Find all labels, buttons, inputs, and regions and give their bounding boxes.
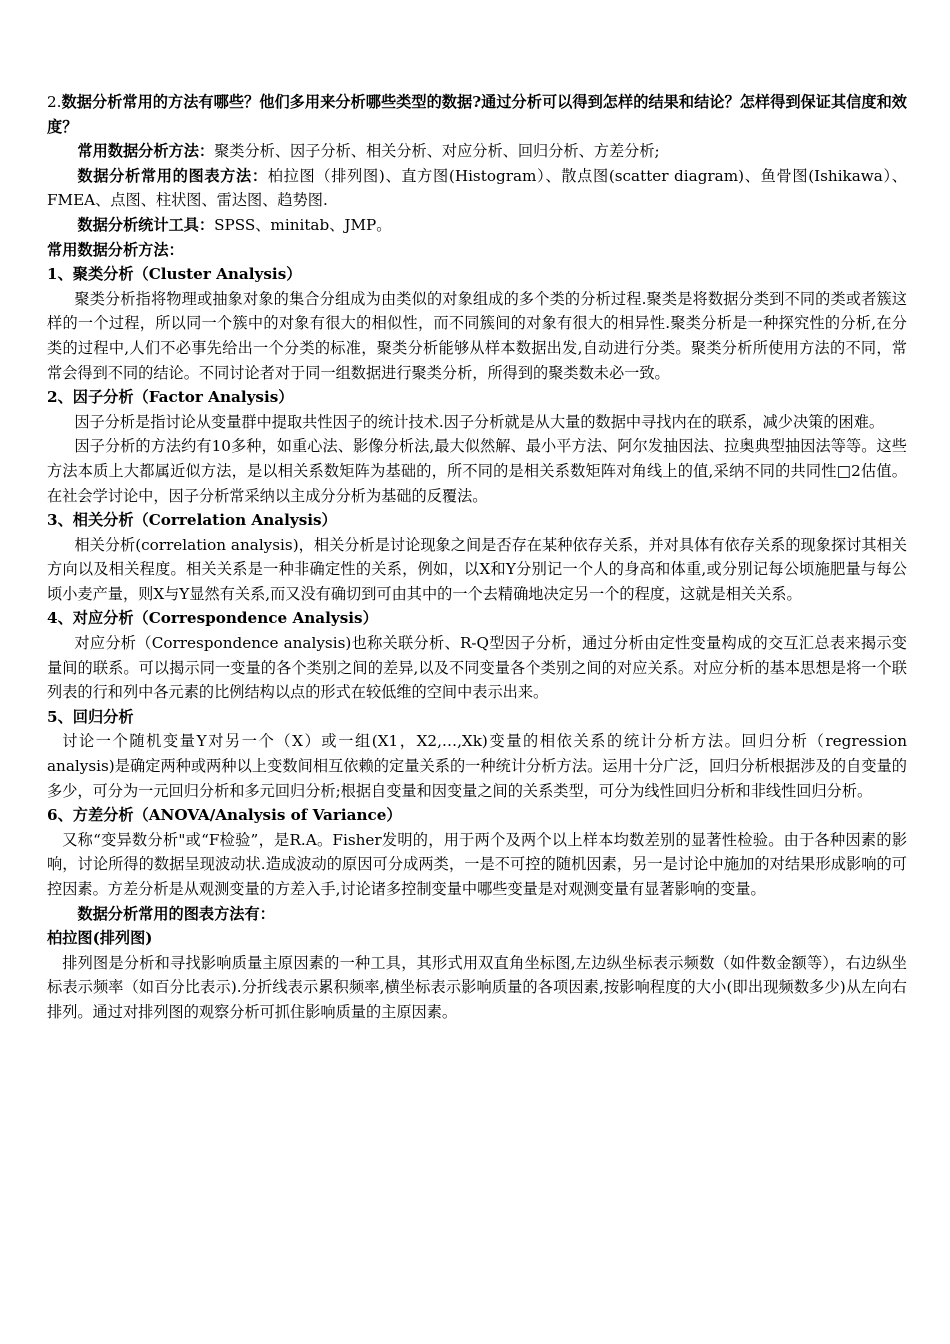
question-number: 2. — [47, 93, 62, 111]
summary-tools-text: SPSS、minitab、JMP。 — [214, 215, 392, 234]
summary-methods — [47, 139, 907, 164]
summary-methods-text: 聚类分析、因子分析、相关分析、对应分析、回归分析、方差分析; — [214, 142, 660, 161]
section-body-correlation: 相关分析(correlation analysis)，相关分析是讨论现象之间是否存在某种依存关系，并对具体有依存关系的现象探讨其相关方向以及相关程度。相关关系是一种非确定性的关系，例如，以X和Y分别记一个人的身高和体重,或分别记每公顷施肥量与每公顷小麦产量，则X与Y显然有关系,而又没有确切到可由其中的一个去精确地决定另一个的程度，这就是相关关系。 — [47, 535, 907, 603]
document-page — [47, 90, 907, 1025]
section-title-correspondence: 4、对应分析（Correspondence Analysis） — [47, 609, 378, 628]
summary-charts-label: 数据分析常用的图表方法： — [77, 166, 268, 185]
question-text: 数据分析常用的方法有哪些？他们多用来分析哪些类型的数据?通过分析可以得到怎样的结果和结论？怎样得到保证其信度和效度？ — [47, 93, 907, 136]
section-body-pareto: 排列图是分析和寻找影响质量主原因素的一种工具，其形式用双直角坐标图,左边纵坐标表示频数（如件数金额等），右边纵坐标表示频率（如百分比表示).分折线表示累积频率,横坐标表示影响质量的各项因素,按影响程度的大小(即出现频数多少)从左向右排列。通过对排列图的观察分析可抓住影响质量的主原因素。 — [47, 953, 907, 1021]
section-body-factor-1: 因子分析是指讨论从变量群中提取共性因子的统计技术.因子分析就是从大量的数据中寻找内在的联系，减少决策的困难。 — [74, 412, 885, 431]
section-body-correspondence: 对应分析（Correspondence analysis)也称关联分析、R-Q型因子分析，通过分析由定性变量构成的交互汇总表来揭示变量间的联系。可以揭示同一变量的各个类别之间的差异,以及不同变量各个类别之间的对应关系。对应分析的基本思想是将一个联列表的行和列中各元素的比例结构以点的形式在较低维的空间中表示出来。 — [47, 634, 907, 702]
summary-charts-text: 柏拉图（排列图)、直方图(Histogram）、散点图(scatter diagram)、鱼骨图(Ishikawa）、FMEA、点图、柱状图、雷达图、趋势图. — [47, 166, 907, 210]
summary-methods-label: 常用数据分析方法： — [77, 142, 215, 161]
question-heading — [47, 90, 907, 139]
section-body-cluster: 聚类分析指将物理或抽象对象的集合分组成为由类似的对象组成的多个类的分析过程.聚类是将数据分类到不同的类或者簇这样的一个过程，所以同一个簇中的对象有很大的相似性，而不同簇间的对象有很大的相异性.聚类分析是一种探究性的分析,在分类的过程中,人们不必事先给出一个分类的标准，聚类分析能够从样本数据出发,自动进行分类。聚类分析所使用方法的不同，常常会得到不同的结论。不同讨论者对于同一组数据进行聚类分析，所得到的聚类数未必一致。 — [47, 289, 907, 382]
section-title-regression: 5、回归分析 — [47, 707, 134, 726]
section-title-correlation: 3、相关分析（Correlation Analysis） — [47, 511, 337, 530]
summary-tools-label: 数据分析统计工具： — [77, 215, 215, 234]
section-body-factor-2: 因子分析的方法约有10多种，如重心法、影像分析法,最大似然解、最小平方法、阿尔发抽因法、拉奥典型抽因法等等。这些方法本质上大都属近似方法，是以相关系数矩阵为基础的，所不同的是相关系数矩阵对角线上的值,采纳不同的共同性□2估值。在社会学讨论中，因子分析常采纳以主成分分析为基础的反覆法。 — [47, 437, 907, 505]
methods-heading: 常用数据分析方法： — [47, 240, 184, 259]
section-title-anova: 6、方差分析（ANOVA/Analysis of Variance） — [47, 806, 402, 825]
section-title-factor: 2、因子分析（Factor Analysis） — [47, 388, 294, 407]
section-body-anova: 又称“变异数分析"或“F检验”，是R.A。Fisher发明的，用于两个及两个以上样本均数差别的显著性检验。由于各种因素的影响，讨论所得的数据呈现波动状.造成波动的原因可分成两类，一是不可控的随机因素，另一是讨论中施加的对结果形成影响的可控因素。方差分析是从观测变量的方差入手,讨论诸多控制变量中哪些变量是对观测变量有显著影响的变量。 — [47, 830, 907, 898]
section-body-regression: 讨论一个随机变量Y对另一个（X）或一组(X1，X2,…,Xk)变量的相依关系的统计分析方法。回归分析（regression analysis)是确定两种或两种以上变数间相互依赖的定量关系的一种统计分析方法。运用十分广泛，回归分析根据涉及的自变量的多少，可分为一元回归分析和多元回归分析;根据自变量和因变量之间的关系类型，可分为线性回归分析和非线性回归分析。 — [47, 732, 907, 800]
summary-charts — [47, 164, 907, 213]
charts-heading: 数据分析常用的图表方法有： — [77, 904, 275, 923]
section-title-pareto: 柏拉图(排列图) — [47, 929, 153, 948]
summary-tools — [47, 213, 907, 238]
section-title-cluster: 1、聚类分析（Cluster Analysis） — [47, 265, 302, 284]
